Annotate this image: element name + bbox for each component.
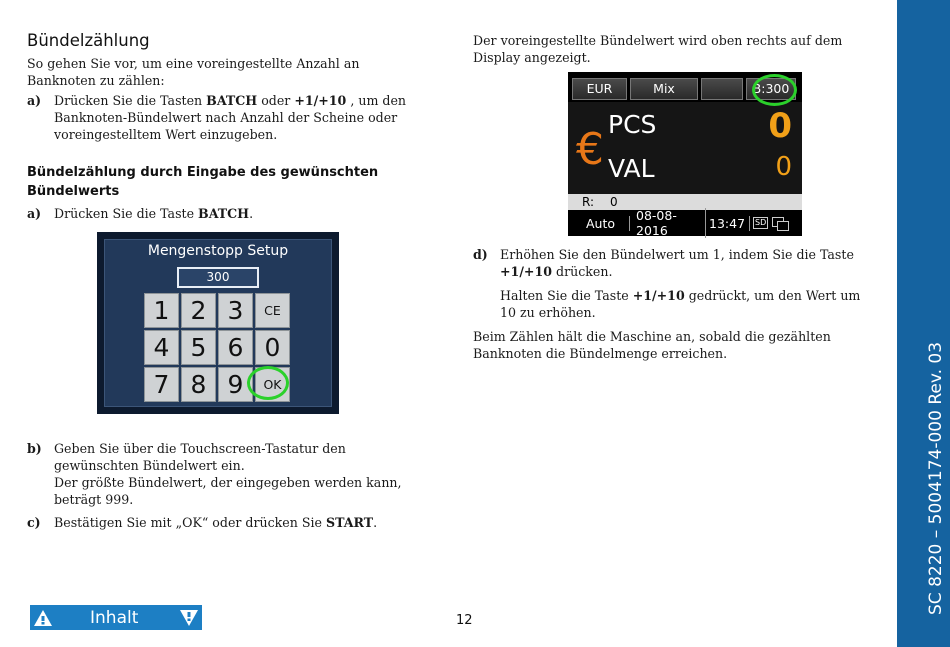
toc-nav-bar[interactable]	[30, 605, 202, 630]
toc-link[interactable]: Inhalt	[90, 607, 139, 628]
step-text: Geben Sie über die Touchscreen-Tastatur den gewünschten Bündelwert ein. Der größte Bündelwert, der eingegeben werden kann, beträgt 999.	[54, 441, 402, 507]
document-id: SC 8220 – 5004174-000 Rev. 03	[926, 341, 946, 615]
hold-key-text: Halten Sie die Taste +1/+10 gedrückt, um den Wert um 10 zu erhöhen.	[500, 288, 861, 320]
val-label: VAL	[608, 154, 655, 183]
step-label: a)	[27, 206, 42, 221]
key-8[interactable]: 8	[181, 367, 216, 402]
step-label: b)	[27, 441, 42, 456]
multi-screen-icon	[772, 217, 788, 229]
key-ce[interactable]: CE	[255, 293, 290, 328]
keypad-title: Mengenstopp Setup	[147, 243, 289, 259]
key-1[interactable]: 1	[144, 293, 179, 328]
arrow-down-icon	[179, 609, 199, 627]
closing-text: Beim Zählen hält die Maschine an, sobald die gezählten Banknoten die Bündelmenge erreichen.	[473, 329, 831, 361]
step-b-enter-value	[27, 440, 429, 508]
key-ok[interactable]: OK	[255, 367, 290, 402]
nav-down-button[interactable]	[176, 605, 202, 630]
step-text: Erhöhen Sie den Bündelwert um 1, indem Sie die Taste +1/+10 drücken.	[500, 247, 854, 279]
status-bar	[568, 208, 802, 238]
key-3[interactable]: 3	[218, 293, 253, 328]
page-number: 12	[456, 613, 473, 628]
ok-highlight-circle	[247, 366, 289, 400]
step-text: Drücken Sie die Taste BATCH.	[54, 206, 254, 221]
step-label: a)	[27, 93, 42, 108]
step-text: Bestätigen Sie mit „OK“ oder drücken Sie START.	[54, 515, 378, 530]
step-a-batch-keys	[27, 92, 429, 143]
step-text: Drücken Sie die Tasten BATCH oder +1/+10 , um den Banknoten-Bündelwert nach Anzahl der Scheine oder voreingestelltem Wert einzugeben.	[54, 93, 407, 142]
reject-label: R:	[582, 195, 595, 209]
reject-value: 0	[610, 195, 618, 209]
key-6[interactable]: 6	[218, 330, 253, 365]
time-display: 13:47	[706, 216, 750, 231]
tab-mix[interactable]: Mix	[630, 78, 698, 100]
tab-batch[interactable]: B:300	[746, 78, 796, 100]
display-intro-text: Der voreingestellte Bündelwert wird oben rechts auf dem Display angezeigt.	[473, 33, 843, 65]
keypad-panel	[104, 239, 332, 407]
batch-value-field[interactable]: 300	[177, 267, 259, 288]
step-a-press-batch	[27, 205, 429, 222]
keypad-screen	[97, 232, 339, 414]
tab-empty[interactable]	[701, 78, 743, 100]
count-area	[568, 102, 802, 198]
date-display: 08-08-2016	[630, 208, 706, 238]
arrow-up-icon	[33, 609, 53, 627]
sd-card-icon: SD	[755, 218, 767, 227]
key-4[interactable]: 4	[144, 330, 179, 365]
key-2[interactable]: 2	[181, 293, 216, 328]
subsection-title: Bündelzählung durch Eingabe des gewünschten Bündelwerts	[27, 165, 379, 199]
step-label: c)	[27, 515, 41, 530]
nav-up-button[interactable]	[30, 605, 56, 630]
tab-currency[interactable]: EUR	[572, 78, 627, 100]
key-0[interactable]: 0	[255, 330, 290, 365]
step-d-increase	[473, 246, 878, 280]
step-label: d)	[473, 247, 488, 262]
mode-indicator: Auto	[568, 216, 630, 231]
key-5[interactable]: 5	[181, 330, 216, 365]
pcs-label: PCS	[608, 110, 657, 139]
euro-icon: €	[576, 124, 604, 175]
pcs-value: 0	[768, 106, 792, 146]
section-title: Bündelzählung	[27, 31, 150, 50]
step-c-confirm	[27, 514, 429, 531]
intro-text: So gehen Sie vor, um eine voreingestellte Anzahl an Banknoten zu zählen:	[27, 56, 360, 88]
key-7[interactable]: 7	[144, 367, 179, 402]
val-value: 0	[775, 152, 792, 182]
batch-highlight-circle	[752, 74, 797, 106]
key-9[interactable]: 9	[218, 367, 253, 402]
